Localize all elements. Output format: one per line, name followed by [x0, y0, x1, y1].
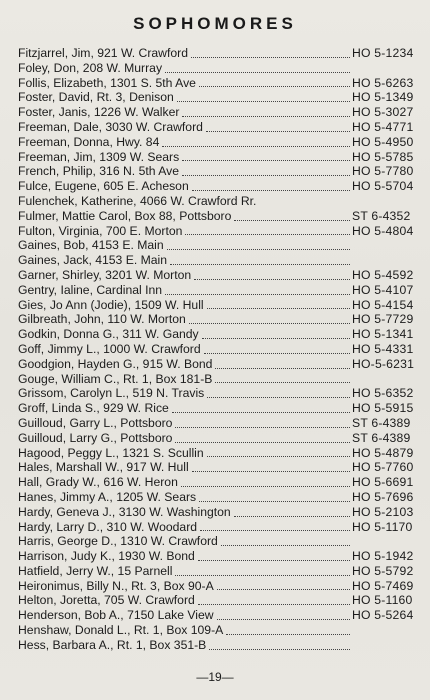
- dot-leader: [209, 649, 350, 650]
- phone-number: HO 5-1170: [352, 519, 413, 534]
- directory-entry: [18, 238, 418, 253]
- dot-leader: [185, 234, 350, 235]
- dot-leader: [182, 175, 350, 176]
- directory-entry: [18, 135, 418, 150]
- dot-leader: [234, 220, 350, 221]
- directory-entry: [18, 520, 418, 535]
- dot-leader: [175, 427, 350, 428]
- phone-number: HO 5-4879: [352, 445, 414, 460]
- student-name-address: Grissom, Carolyn L., 519 N. Travis: [18, 386, 205, 401]
- dot-leader: [215, 368, 350, 369]
- phone-number: HO 5-2103: [352, 504, 414, 519]
- phone-number: HO 5-5792: [352, 563, 414, 578]
- student-name-address: Harris, George D., 1310 W. Crawford: [18, 534, 218, 549]
- directory-entry: [18, 564, 418, 579]
- directory-entry: [18, 579, 418, 594]
- student-name-address: Heironimus, Billy N., Rt. 3, Box 90-A: [18, 578, 214, 593]
- student-name-address: Hardy, Larry D., 310 W. Woodard: [18, 519, 198, 534]
- phone-number: HO 5-5264: [352, 608, 414, 623]
- phone-number: HO 5-6691: [352, 475, 414, 490]
- student-name-address: Fulmer, Mattie Carol, Box 88, Pottsboro: [18, 208, 232, 223]
- dot-leader: [221, 545, 350, 546]
- student-name-address: Henderson, Bob A., 7150 Lake View: [18, 608, 214, 623]
- student-name-address: Gaines, Jack, 4153 E. Main: [18, 253, 168, 268]
- phone-number: HO 5-4592: [352, 267, 414, 282]
- directory-entry: [18, 638, 418, 653]
- student-name-address: Godkin, Donna G., 311 W. Gandy: [18, 327, 199, 342]
- directory-entry: [18, 593, 418, 608]
- dot-leader: [217, 589, 350, 590]
- dot-leader: [165, 294, 350, 295]
- phone-number: HO 5-5704: [352, 179, 414, 194]
- section-heading: SOPHOMORES: [133, 14, 297, 33]
- directory-entry: [18, 534, 418, 549]
- dot-leader: [175, 575, 350, 576]
- page-number: —19—: [196, 670, 234, 684]
- directory-entry: [18, 431, 418, 446]
- directory-entry: [18, 357, 418, 372]
- dot-leader: [198, 604, 350, 605]
- dot-leader: [191, 57, 350, 58]
- dot-leader: [182, 116, 350, 117]
- directory-entry: [18, 150, 418, 165]
- directory-entry: [18, 623, 418, 638]
- dot-leader: [167, 249, 350, 250]
- phone-number: HO 5-7729: [352, 312, 414, 327]
- phone-number: HO 5-4771: [352, 119, 414, 134]
- phone-number: HO 5-7696: [352, 489, 414, 504]
- dot-leader: [192, 471, 350, 472]
- directory-entry: [18, 312, 418, 327]
- student-name-address: Goodgion, Hayden G., 915 W. Bond: [18, 356, 213, 371]
- phone-number: HO 5-6352: [352, 386, 414, 401]
- student-name-address: Fitzjarrel, Jim, 921 W. Crawford: [18, 46, 188, 60]
- student-name-address: Follis, Elizabeth, 1301 S. 5th Ave: [18, 75, 196, 90]
- student-name-address: French, Philip, 316 N. 5th Ave: [18, 164, 180, 179]
- student-name-address: Freeman, Dale, 3030 W. Crawford: [18, 119, 203, 134]
- directory-entry: [18, 342, 418, 357]
- phone-number: HO 5-4154: [352, 297, 414, 312]
- directory-entry: [18, 446, 418, 461]
- student-name-address: Hardy, Geneva J., 3130 W. Washington: [18, 504, 231, 519]
- dot-leader: [198, 560, 350, 561]
- phone-number: HO 5-4107: [352, 282, 414, 297]
- directory-entry: [18, 90, 418, 105]
- student-name-address: Fulton, Virginia, 700 E. Morton: [18, 223, 183, 238]
- phone-number: HO-5-6231: [352, 356, 415, 371]
- student-name-address: Harrison, Judy K., 1930 W. Bond: [18, 549, 195, 564]
- phone-number: HO 5-6263: [352, 75, 414, 90]
- directory-entry: [18, 475, 418, 490]
- dot-leader: [206, 131, 350, 132]
- dot-leader: [215, 382, 350, 383]
- directory-entry: [18, 372, 418, 387]
- directory-entry: [18, 268, 418, 283]
- student-name-address: Gouge, William C., Rt. 1, Box 181-B: [18, 371, 213, 386]
- phone-number: ST 6-4389: [352, 415, 411, 430]
- dot-leader: [172, 412, 350, 413]
- phone-number: HO 5-4950: [352, 134, 414, 149]
- student-name-address: Foster, Janis, 1226 W. Walker: [18, 105, 180, 120]
- student-name-address: Hanes, Jimmy A., 1205 W. Sears: [18, 489, 197, 504]
- directory-entry: [18, 386, 418, 401]
- directory-entry: [18, 224, 418, 239]
- student-name-address: Guilloud, Garry L., Pottsboro: [18, 415, 173, 430]
- phone-number: HO 5-1349: [352, 90, 414, 105]
- directory-entry: [18, 505, 418, 520]
- directory-entry: [18, 549, 418, 564]
- phone-number: HO 5-1234: [352, 46, 414, 60]
- student-name-address: Hagood, Peggy L., 1321 S. Scullin: [18, 445, 204, 460]
- dot-leader: [177, 101, 350, 102]
- student-name-address: Gaines, Bob, 4153 E. Main: [18, 238, 164, 253]
- directory-entry: [18, 209, 418, 224]
- directory-entry: [18, 490, 418, 505]
- phone-number: HO 5-1341: [352, 327, 414, 342]
- dot-leader: [217, 619, 350, 620]
- phone-number: HO 5-4804: [352, 223, 414, 238]
- dot-leader: [162, 146, 350, 147]
- dot-leader: [175, 442, 350, 443]
- phone-number: HO 5-4331: [352, 341, 414, 356]
- dot-leader: [202, 338, 350, 339]
- student-name-address: Freeman, Donna, Hwy. 84: [18, 134, 160, 149]
- dot-leader: [189, 323, 350, 324]
- dot-leader: [207, 456, 350, 457]
- student-name-address: Fulce, Eugene, 605 E. Acheson: [18, 179, 189, 194]
- phone-number: HO 5-7469: [352, 578, 414, 593]
- dot-leader: [199, 86, 350, 87]
- dot-leader: [182, 160, 350, 161]
- phone-number: HO 5-5785: [352, 149, 414, 164]
- directory-entry: [18, 61, 418, 76]
- phone-number: HO 5-1942: [352, 549, 414, 564]
- directory-entry: [18, 194, 418, 209]
- dot-leader: [192, 190, 350, 191]
- dot-leader: [234, 516, 350, 517]
- directory-entry: [18, 401, 418, 416]
- student-name-address: Gilbreath, John, 110 W. Morton: [18, 312, 186, 327]
- student-name-address: Guilloud, Larry G., Pottsboro: [18, 430, 173, 445]
- dot-leader: [181, 486, 350, 487]
- dot-leader: [194, 279, 350, 280]
- directory-entry: [18, 105, 418, 120]
- dot-leader: [199, 501, 350, 502]
- directory-entry: [18, 46, 418, 61]
- student-name-address: Helton, Joretta, 705 W. Crawford: [18, 593, 195, 608]
- directory-entry: [18, 283, 418, 298]
- phone-number: HO 5-7760: [352, 460, 414, 475]
- student-name-address: Hess, Barbara A., Rt. 1, Box 351-B: [18, 637, 207, 652]
- dot-leader: [200, 530, 350, 531]
- student-name-address: Freeman, Jim, 1309 W. Sears: [18, 149, 180, 164]
- student-name-address: Goff, Jimmy L., 1000 W. Crawford: [18, 341, 201, 356]
- dot-leader: [165, 72, 350, 73]
- student-name-address: Hatfield, Jerry W., 15 Parnell: [18, 563, 173, 578]
- directory-entry: [18, 298, 418, 313]
- directory-entry: [18, 179, 418, 194]
- phone-number: HO 5-7780: [352, 164, 414, 179]
- phone-number: ST 6-4389: [352, 430, 411, 445]
- directory-entry: [18, 253, 418, 268]
- student-name-address: Garner, Shirley, 3201 W. Morton: [18, 267, 192, 282]
- student-name-address: Fulenchek, Katherine, 4066 W. Crawford Rr.: [18, 193, 257, 208]
- phone-number: ST 6-4352: [352, 208, 411, 223]
- directory-entry: [18, 460, 418, 475]
- student-name-address: Hall, Grady W., 616 W. Heron: [18, 475, 178, 490]
- student-directory-list: [18, 46, 418, 653]
- student-name-address: Foster, David, Rt. 3, Denison: [18, 90, 174, 105]
- student-name-address: Gies, Jo Ann (Jodie), 1509 W. Hull: [18, 297, 204, 312]
- directory-entry: [18, 608, 418, 623]
- student-name-address: Gentry, Ialine, Cardinal Inn: [18, 282, 163, 297]
- dot-leader: [207, 397, 350, 398]
- student-name-address: Foley, Don, 208 W. Murray: [18, 60, 163, 75]
- phone-number: HO 5-1160: [352, 593, 413, 608]
- student-name-address: Groff, Linda S., 929 W. Rice: [18, 401, 169, 416]
- directory-entry: [18, 327, 418, 342]
- student-name-address: Henshaw, Donald L., Rt. 1, Box 109-A: [18, 623, 224, 638]
- directory-entry: [18, 164, 418, 179]
- dot-leader: [170, 264, 350, 265]
- dot-leader: [226, 634, 350, 635]
- directory-entry: [18, 120, 418, 135]
- student-name-address: Hales, Marshall W., 917 W. Hull: [18, 460, 189, 475]
- directory-entry: [18, 76, 418, 91]
- phone-number: HO 5-3027: [352, 105, 414, 120]
- phone-number: HO 5-5915: [352, 401, 414, 416]
- directory-entry: [18, 416, 418, 431]
- dot-leader: [207, 308, 350, 309]
- dot-leader: [204, 353, 350, 354]
